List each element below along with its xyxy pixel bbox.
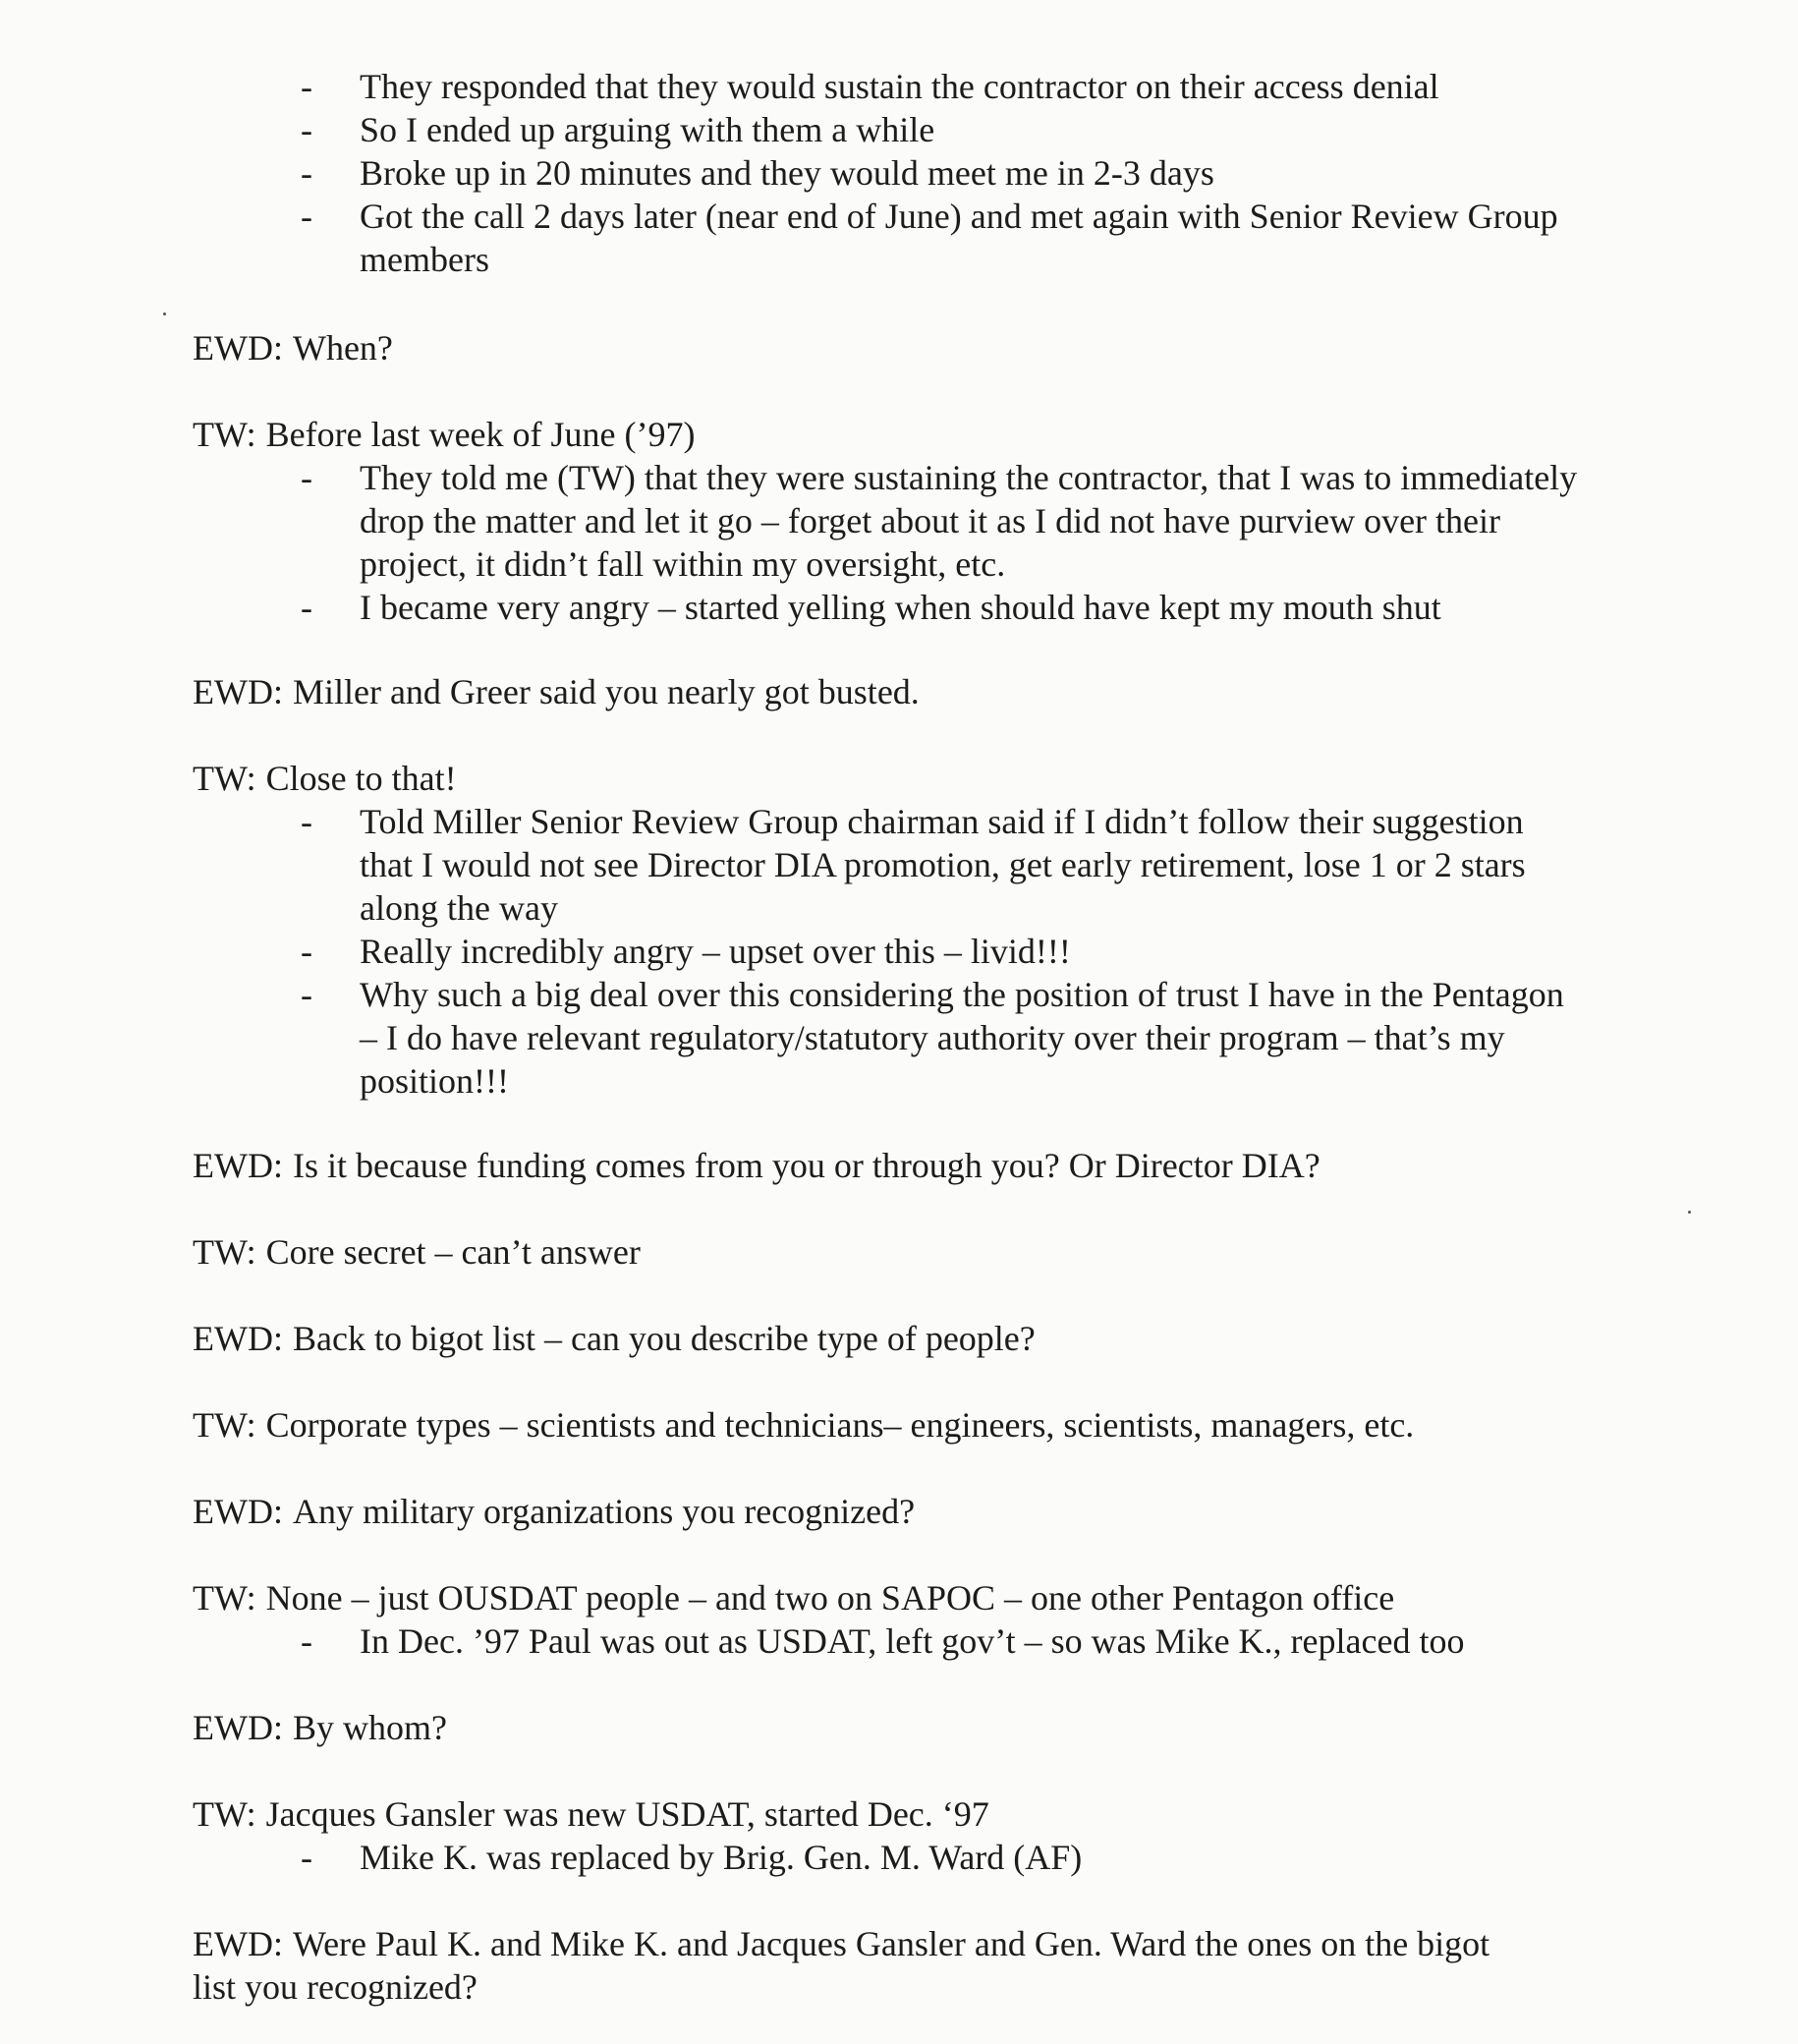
- question-text: By whom?: [292, 1708, 447, 1747]
- answer-line: [193, 757, 1568, 800]
- question-text: Any military organizations you recognized?: [292, 1492, 916, 1531]
- dash-bullet: -: [301, 802, 312, 841]
- question-line: [193, 1706, 1568, 1749]
- speaker-label: EWD:: [193, 1708, 283, 1747]
- list-item: - So I ended up arguing with them a while: [301, 110, 935, 149]
- dash-bullet: -: [301, 588, 312, 627]
- answer-text: Corporate types – scientists and technicians– engineers, scientists, managers, etc.: [265, 1405, 1415, 1445]
- speaker-label: TW:: [193, 1578, 256, 1618]
- list-item: - They told me (TW) that they were sustaining the contractor, that I was to immediately drop the matter and let it go – forget about it as I did not have purview over their project, it didn’t fall within my oversight, etc.: [301, 458, 1578, 584]
- speaker-label: TW:: [193, 1794, 256, 1834]
- question-line: [193, 1490, 1568, 1533]
- answer-bullet-list: [301, 1619, 1578, 1663]
- answer-text: Close to that!: [265, 759, 457, 798]
- answer-line: [193, 413, 1568, 456]
- list-item: - They responded that they would sustain the contractor on their access denial: [301, 67, 1439, 106]
- answer-line: [193, 1576, 1568, 1619]
- speaker-label: EWD:: [193, 672, 283, 711]
- speaker-label: TW:: [193, 1405, 256, 1445]
- dash-bullet: -: [301, 110, 312, 149]
- answer-text: Core secret – can’t answer: [265, 1232, 641, 1272]
- question-text: When?: [292, 328, 393, 368]
- list-item: - Told Miller Senior Review Group chairman said if I didn’t follow their suggestion that I would not see Director DIA promotion, get early retirement, lose 1 or 2 stars along the way: [301, 802, 1526, 928]
- answer-line: [193, 1403, 1568, 1447]
- question-line: [193, 326, 1568, 369]
- dash-bullet: -: [301, 975, 312, 1014]
- answer-text: Before last week of June (’97): [265, 415, 696, 454]
- answer-text: None – just OUSDAT people – and two on SAPOC – one other Pentagon office: [265, 1578, 1395, 1618]
- speaker-label: EWD:: [193, 1492, 283, 1531]
- question-text: Is it because funding comes from you or through you? Or Director DIA?: [292, 1146, 1320, 1185]
- list-item: - Got the call 2 days later (near end of June) and met again with Senior Review Group members: [301, 197, 1558, 279]
- dash-bullet: -: [301, 458, 312, 497]
- question-line: [193, 1144, 1568, 1187]
- speaker-label: EWD:: [193, 1146, 283, 1185]
- list-item: - Broke up in 20 minutes and they would meet me in 2-3 days: [301, 153, 1214, 193]
- question-line: [193, 670, 1568, 713]
- question-text: Miller and Greer said you nearly got busted.: [292, 672, 920, 711]
- dash-bullet: -: [301, 153, 312, 193]
- speaker-label: EWD:: [193, 1924, 283, 1963]
- question-line: [193, 1317, 1568, 1360]
- scan-speck: [163, 312, 166, 315]
- dash-bullet: -: [301, 1838, 312, 1877]
- answer-bullet-list: [301, 456, 1578, 629]
- answer-text: Jacques Gansler was new USDAT, started Dec. ‘97: [265, 1794, 989, 1834]
- speaker-label: EWD:: [193, 1319, 283, 1358]
- question-text: Were Paul K. and Mike K. and Jacques Gansler and Gen. Ward the ones on the bigot list you recognized?: [193, 1924, 1490, 2007]
- list-item: - Why such a big deal over this considering the position of trust I have in the Pentagon – I do have relevant regulatory/statutory authority over their program – that’s my position!!!: [301, 975, 1564, 1101]
- answer-bullet-list: [301, 800, 1578, 1103]
- speaker-label: TW:: [193, 415, 256, 454]
- speaker-label: EWD:: [193, 328, 283, 368]
- question-line: [193, 1922, 1509, 2009]
- dash-bullet: -: [301, 197, 312, 236]
- question-text: Back to bigot list – can you describe type of people?: [292, 1319, 1036, 1358]
- list-item: - Really incredibly angry – upset over this – livid!!!: [301, 932, 1071, 971]
- dash-bullet: -: [301, 1621, 312, 1661]
- list-item: - I became very angry – started yelling when should have kept my mouth shut: [301, 588, 1441, 627]
- answer-line: [193, 1792, 1568, 1836]
- speaker-label: TW:: [193, 1232, 256, 1272]
- dash-bullet: -: [301, 67, 312, 106]
- list-item: - In Dec. ’97 Paul was out as USDAT, left gov’t – so was Mike K., replaced too: [301, 1621, 1465, 1661]
- scan-speck: [1688, 1211, 1691, 1214]
- answer-line: [193, 1230, 1568, 1274]
- list-item: - Mike K. was replaced by Brig. Gen. M. Ward (AF): [301, 1838, 1083, 1877]
- answer-bullet-list: [301, 1836, 1578, 1879]
- speaker-label: TW:: [193, 759, 256, 798]
- dash-bullet: -: [301, 932, 312, 971]
- top-bullet-list: [301, 65, 1578, 281]
